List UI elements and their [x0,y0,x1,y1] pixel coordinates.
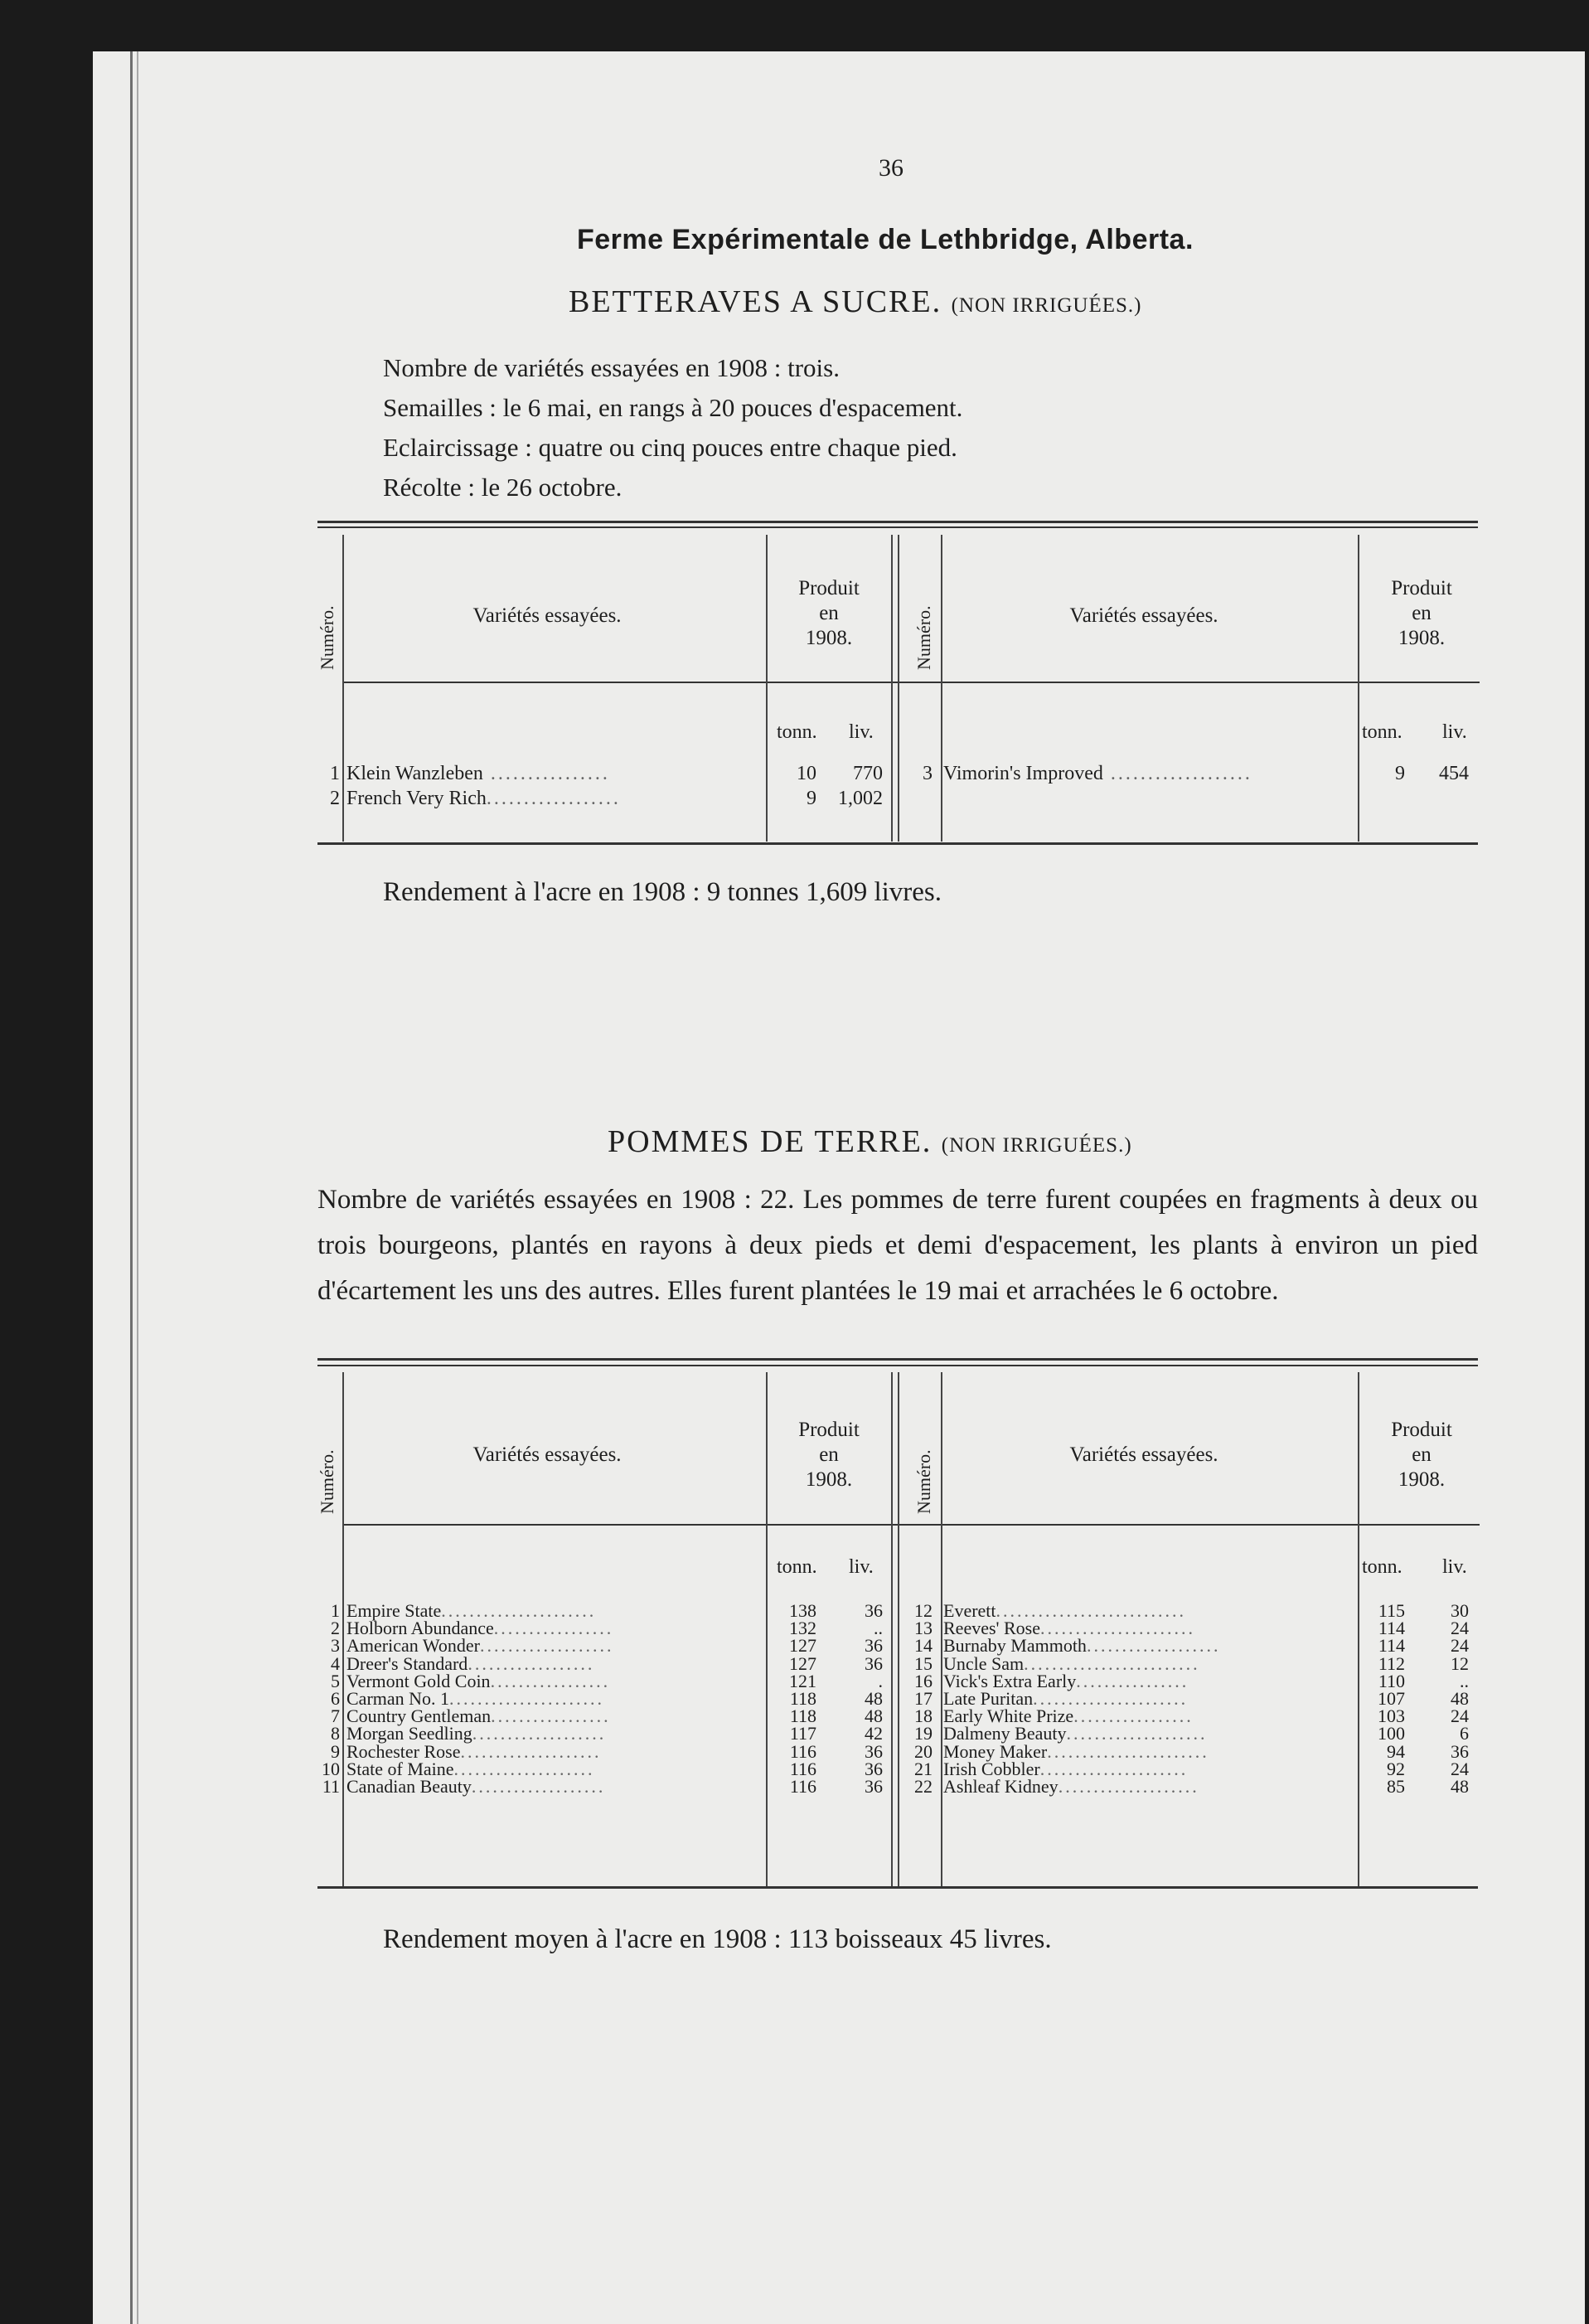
sugar-beets-heading-text: BETTERAVES A SUCRE. [569,284,942,319]
yield-lbs: .. [1460,1670,1469,1691]
row-number: 11 [322,1776,340,1797]
variety-name: Late Puritan...................... [943,1688,1189,1709]
row-number: 1 [330,763,340,784]
variety-name: Irish Cobbler..................... [943,1758,1189,1779]
variety-name: Uncle Sam......................... [943,1652,1200,1674]
potatoes-heading [608,1123,1132,1160]
unit-tons: tonn. [1362,1556,1402,1578]
variety-name: Vick's Extra Early................ [943,1670,1189,1691]
beets-info-line: Eclaircissage : quatre ou cinq pouces entre chaque pied. [383,433,957,462]
yield-lbs: 24 [1451,1635,1469,1657]
row-number: 21 [914,1758,933,1779]
yield-lbs: . [878,1670,883,1691]
row-number: 9 [331,1740,340,1762]
unit-lbs: liv. [849,721,874,743]
yield-lbs: 36 [865,1740,883,1762]
variety-name: Everett........................... [943,1600,1187,1621]
col-header-variety: Variétés essayées. [1069,604,1218,627]
page-edge-line [137,51,138,2324]
yield-tons: 103 [1378,1705,1405,1727]
yield-lbs: 454 [1439,763,1469,784]
yield-tons: 121 [789,1670,816,1691]
col-header-number: Numéro. [913,1449,934,1514]
variety-name: French Very Rich.................. [346,788,621,809]
unit-tons: tonn. [777,721,817,743]
yield-tons: 116 [789,1758,816,1779]
row-number: 17 [914,1688,933,1709]
yield-tons: 92 [1387,1758,1405,1779]
col-header-yield: Produit en 1908. [1391,1419,1452,1491]
unit-lbs: liv. [1442,721,1467,743]
yield-tons: 114 [1378,1635,1405,1657]
col-header-variety: Variétés essayées. [472,1443,622,1466]
row-number: 14 [914,1635,933,1657]
yield-tons: 112 [1378,1652,1405,1674]
col-header-number: Numéro. [317,605,337,670]
yield-lbs: .. [874,1618,883,1639]
variety-name: Ashleaf Kidney.................... [943,1776,1199,1797]
col-header-yield: Produit en 1908. [798,1419,860,1491]
yield-lbs: 48 [865,1705,883,1727]
page-number: 36 [879,154,904,182]
unit-tons: tonn. [777,1556,817,1578]
yield-tons: 116 [789,1776,816,1797]
variety-name: Reeves' Rose...................... [943,1618,1195,1639]
row-number: 15 [914,1652,933,1674]
row-number: 13 [914,1618,933,1639]
yield-lbs: 24 [1451,1758,1469,1779]
page-edge-line [130,51,133,2324]
yield-tons: 132 [789,1618,816,1639]
row-number: 22 [914,1776,933,1797]
yield-tons: 85 [1387,1776,1405,1797]
variety-name: Dalmeny Beauty.................... [943,1723,1208,1744]
yield-lbs: 1,002 [838,788,883,809]
yield-lbs: 24 [1451,1705,1469,1727]
variety-name: Burnaby Mammoth................... [943,1635,1221,1657]
row-number: 18 [914,1705,933,1727]
yield-lbs: 24 [1451,1618,1469,1639]
row-number: 8 [331,1723,340,1744]
col-header-yield: Produit en 1908. [1391,577,1452,649]
yield-tons: 127 [789,1635,816,1657]
row-number: 16 [914,1670,933,1691]
variety-name: Vermont Gold Coin................. [346,1670,611,1691]
variety-name: Canadian Beauty................... [346,1776,606,1797]
row-number: 4 [331,1652,340,1674]
yield-lbs: 36 [865,1652,883,1674]
beets-info-line: Nombre de variétés essayées en 1908 : trois. [383,353,840,382]
yield-lbs: 36 [865,1758,883,1779]
variety-name: Money Maker....................... [943,1740,1209,1762]
yield-lbs: 42 [865,1723,883,1744]
variety-name: Early White Prize................. [943,1705,1194,1727]
variety-name: Klein Wanzleben ................ [346,763,610,784]
potatoes-paragraph: Nombre de variétés essayées en 1908 : 22. Les pommes de terre furent coupées en fragments à deux ou trois bourgeons, plantés en rayons à deux pieds et demi d'espacement, les plants à environ un pied d'écartement les uns des autres. Elles furent plantées le 19 mai et arrachées le 6 octobre. [317,1185,1478,1306]
variety-name: Country Gentleman................. [346,1705,611,1727]
unit-tons: tonn. [1362,721,1402,743]
unit-lbs: liv. [1442,1556,1467,1578]
yield-tons: 100 [1378,1723,1405,1744]
yield-tons: 114 [1378,1618,1405,1639]
sugar-beets-heading-sub: (NON IRRIGUÉES.) [951,294,1142,317]
yield-tons: 9 [807,788,816,809]
col-header-number: Numéro. [317,1449,337,1514]
yield-lbs: 48 [1451,1776,1469,1797]
yield-tons: 116 [789,1740,816,1762]
yield-tons: 118 [789,1705,816,1727]
col-header-variety: Variétés essayées. [1069,1443,1218,1466]
col-header-variety: Variétés essayées. [472,604,622,627]
variety-name: Empire State...................... [346,1600,597,1621]
yield-tons: 9 [1395,763,1405,784]
yield-tons: 138 [789,1600,816,1621]
yield-lbs: 36 [1451,1740,1469,1762]
row-number: 2 [331,1618,340,1639]
yield-tons: 94 [1387,1740,1405,1762]
variety-name: Holborn Abundance................. [346,1618,614,1639]
potatoes-heading-sub: (NON IRRIGUÉES.) [941,1134,1132,1157]
col-header-number: Numéro. [913,605,934,670]
row-number: 6 [331,1688,340,1709]
yield-tons: 117 [789,1723,816,1744]
yield-tons: 110 [1378,1670,1405,1691]
variety-name: Morgan Seedling................... [346,1723,607,1744]
row-number: 3 [923,763,933,784]
row-number: 12 [914,1600,933,1621]
row-number: 10 [322,1758,340,1779]
yield-tons: 118 [789,1688,816,1709]
yield-lbs: 6 [1460,1723,1469,1744]
variety-name: State of Maine.................... [346,1758,595,1779]
yield-lbs: 48 [865,1688,883,1709]
yield-lbs: 770 [853,763,883,784]
unit-lbs: liv. [849,1556,874,1578]
row-number: 2 [330,788,340,809]
variety-name: Vimorin's Improved ................... [943,763,1252,784]
beets-summary: Rendement à l'acre en 1908 : 9 tonnes 1,609 livres. [383,877,942,907]
col-header-yield: Produit en 1908. [798,577,860,649]
yield-lbs: 12 [1451,1652,1469,1674]
row-number: 1 [331,1600,340,1621]
yield-tons: 107 [1378,1688,1405,1709]
yield-tons: 115 [1378,1600,1405,1621]
row-number: 5 [331,1670,340,1691]
row-number: 3 [331,1635,340,1657]
row-number: 7 [331,1705,340,1727]
variety-name: Dreer's Standard.................. [346,1652,595,1674]
potatoes-heading-text: POMMES DE TERRE. [608,1124,933,1159]
row-number: 20 [914,1740,933,1762]
yield-tons: 127 [789,1652,816,1674]
yield-lbs: 36 [865,1635,883,1657]
beets-info-line: Récolte : le 26 octobre. [383,473,623,502]
variety-name: Carman No. 1...................... [346,1688,605,1709]
beets-info-line: Semailles : le 6 mai, en rangs à 20 pouces d'espacement. [383,393,963,422]
station-title: Ferme Expérimentale de Lethbridge, Alberta. [577,224,1194,255]
yield-lbs: 48 [1451,1688,1469,1709]
variety-name: American Wonder................... [346,1635,614,1657]
potatoes-summary: Rendement moyen à l'acre en 1908 : 113 boisseaux 45 livres. [383,1924,1052,1954]
sugar-beets-heading [569,284,1141,320]
yield-tons: 10 [797,763,816,784]
yield-lbs: 36 [865,1600,883,1621]
variety-name: Rochester Rose.................... [346,1740,602,1762]
yield-lbs: 36 [865,1776,883,1797]
row-number: 19 [914,1723,933,1744]
yield-lbs: 30 [1451,1600,1469,1621]
